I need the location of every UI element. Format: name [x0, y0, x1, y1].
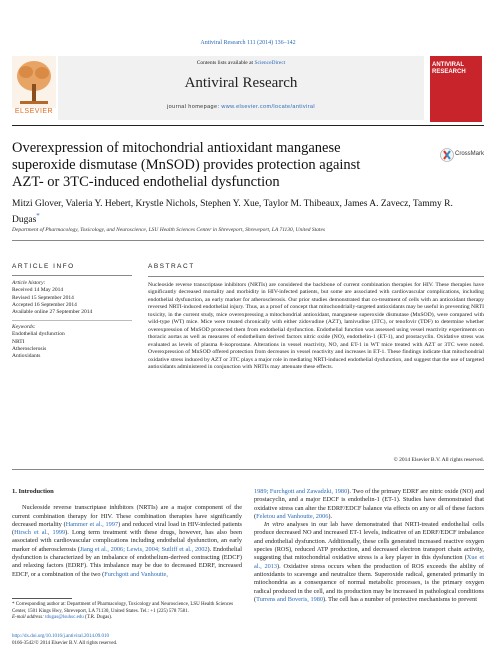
- abstract: [148, 263, 484, 372]
- keyword: Atherosclerosis: [12, 345, 47, 352]
- citation-link[interactable]: Feletou and Vanhoutte, 2006: [256, 512, 329, 520]
- crossmark-badge[interactable]: [440, 148, 485, 162]
- article-info-heading: ARTICLE INFO: [12, 263, 75, 270]
- body-left-column: [12, 488, 242, 579]
- citation-link[interactable]: Furchgott and Vanhoutte,: [104, 570, 168, 578]
- email-suffix: (T.R. Dugas).: [83, 615, 113, 620]
- footnote-text: * Corresponding author at: Department of Pharmacology, Toxicology and Neuroscience, LSU Health Sciences Center, 1501 Kings Hwy, Shreveport, LA 71130, United States. Tel.: +1 (225) 578 7581.: [12, 602, 234, 614]
- keyword: NRTI: [12, 338, 25, 345]
- homepage-link[interactable]: www.elsevier.com/locate/antiviral: [221, 104, 315, 110]
- publisher-logo-text: ELSEVIER: [14, 108, 54, 115]
- affiliation: Department of Pharmacology, Toxicology, and Neuroscience, LSU Health Sciences Center in Shreveport, Shreveport, LA 71130, United States: [12, 227, 326, 233]
- journal-cover-title: ANTIVIRAL RESEARCH: [432, 62, 466, 75]
- introduction-heading: 1. Introduction: [12, 488, 54, 495]
- email-link[interactable]: tdugas@lsuhsc.edu: [45, 615, 84, 620]
- article-info-rule: [12, 275, 132, 276]
- affiliation-rule: [12, 240, 484, 241]
- text-run: ).: [328, 512, 333, 520]
- citation-link[interactable]: Jiang et al., 2006; Lewis, 2004; Sutliff et al., 2002: [79, 545, 208, 553]
- journal-citation[interactable]: Antiviral Research 111 (2014) 136–142: [200, 40, 296, 46]
- article-title: Overexpression of mitochondrial antioxidant manganese superoxide dismutase (MnSOD) provides protection against AZT- or 3TC-induced endothelial dysfunction: [12, 140, 361, 190]
- intro-paragraph-1-cont: [254, 488, 484, 521]
- citation-link[interactable]: Xue et al., 2013: [254, 554, 484, 570]
- history-label: Article history:: [12, 280, 46, 287]
- intro-paragraph-1: [12, 504, 242, 579]
- footnote-rule: [12, 598, 72, 599]
- author-list: [12, 198, 482, 226]
- citation-link[interactable]: Turrens and Boveris, 1980: [256, 595, 324, 603]
- page-footer: [12, 634, 242, 647]
- footnote-email-line: [12, 615, 242, 622]
- issn-line: 0166-3542/© 2014 Elsevier B.V. All rights reserved.: [12, 640, 118, 646]
- crossmark-icon: [440, 148, 454, 162]
- text-run: ). Long term treatment with these drugs, however, has also been associated with cardiovascular complications including endothelial dysfunction, an early marker of atherosclerosis (: [12, 529, 242, 553]
- history-online: Available online 27 September 2014: [12, 309, 93, 316]
- keywords-rule: [12, 320, 132, 321]
- keyword: Endothelial dysfunction: [12, 331, 65, 338]
- text-run: Nucleoside reverse transcriptase inhibitors (NRTIs) are a major component of the current combination therapy for HIV. These combination therapies have significantly decreased mortality (: [12, 504, 242, 528]
- journal-title: Antiviral Research: [184, 75, 298, 91]
- emphasis: In vitro: [264, 521, 284, 529]
- abstract-end-rule: [12, 469, 484, 470]
- contents-line: [58, 60, 424, 66]
- citation-link[interactable]: 1989; Furchgott and Zawadzki, 1980: [254, 488, 348, 495]
- homepage-prefix: journal homepage:: [167, 104, 222, 110]
- abstract-copyright: © 2014 Elsevier B.V. All rights reserved.: [393, 457, 484, 463]
- authors-text: Mitzi Glover, Valeria Y. Hebert, Krystle Nichols, Stephen Y. Xue, Taylor M. Thibeaux, James A. Zavecz, Tammy R. Dugas: [12, 199, 453, 226]
- history-accepted: Accepted 16 September 2014: [12, 301, 77, 308]
- citation-link[interactable]: Hirsch et al., 1999: [14, 529, 66, 537]
- history-received: Received 14 May 2014: [12, 287, 64, 294]
- header-rule: [12, 125, 484, 126]
- article-info: [12, 263, 132, 360]
- body-right-column: [254, 488, 484, 604]
- crossmark-label: CrossMark: [455, 151, 485, 157]
- text-run: ) and reduced viral load in HIV-infected patients (: [12, 520, 242, 537]
- abstract-text: Nucleoside reverse transcriptase inhibitors (NRTIs) are considered the backbone of current combination therapies for HIV. These therapies have significantly decreased mortality and morbidity in HIV-infected patients, but some are associated with cardiovascular complications, including endothelial dysfunction, an early marker for atherosclerosis. Our prior studies demonstrated that co-treatment of cells with an antioxidant therapy reversed NRTI-induced endothelial injury. Thus, as a proof of concept that mitochondrially-targeted antioxidants may be useful in preventing NRTI toxicity, in the current study, mice overexpressing a mitochondrial antioxidant, manganese superoxide dismutase (MnSOD), were compared with wild-type (WT) mice. Mice were treated chronically with either zidovudine (AZT), lamivudine (3TC), or tenofovir (TDF) to determine whether overexpression of MnSOD protected them from endothelial dysfunction. Endothelial function was assessed using vessel reactivity experiments on thoracic aortas as well as measures of endothelium derived factors nitric oxide (NO), endothelin-1 (ET-1), and prostacyclin. Oxidative stress was evaluated as levels of plasma 8-isoprostane. Alterations in vessel reactivity, NO, and ET-1 in WT mice treated with AZT or 3TC were noted. Overexpression of MnSOD offered protection from decreases in vessel reactivity and increases in ET-1. These findings indicate that mitochondrial oxidative stress induced by AZT or 3TC plays a major role in mediating NRTI-induced endothelial dysfunction, and suggest that the use of targeted antioxidants administered in conjunction with NRTIs may attenuate these effects.: [148, 281, 484, 370]
- abstract-heading: ABSTRACT: [148, 263, 195, 270]
- doi-link[interactable]: http://dx.doi.org/10.1016/j.antiviral.2014.09.010: [12, 634, 109, 639]
- corresponding-author-footnote: [12, 602, 242, 622]
- homepage-line: [58, 104, 424, 110]
- keywords-label: Keywords:: [12, 324, 36, 331]
- text-run: ). Oxidative stress occurs when the production of ROS exceeds the ability of antioxidants to scavenge and neutralize them. Superoxide radical, generated primarily in mitochondria as a consequence of normal metabolic processes, is the primary oxygen radical produced in the cell, and its production may be increased in pathological conditions (: [254, 562, 484, 603]
- text-run: ). The cell has a number of protective mechanisms to prevent: [323, 595, 477, 603]
- intro-paragraph-2: [254, 521, 484, 604]
- corresponding-author-mark[interactable]: *: [36, 212, 40, 220]
- text-run: analyses in our lab have demonstrated that NRTI-treated endothelial cells produce decreased NO and increased ET-1 levels, indicative of an EDRF/EDCF imbalance and endothelial dysfunction. Additionally, these cells generated increased reactive oxygen species (ROS), reduced ATP production, and decreased electron transport chain activity, suggesting that mitochondrial oxidative stress is a key player in this dysfunction (: [254, 521, 484, 562]
- text-run: ). Endothelial dysfunction is characterized by an imbalance of endothelium-derived contracting (EDCF) and relaxing factors (EDRF). This imbalance may be due to decreased EDRF, increased EDCF, or a combination of the two (: [12, 545, 242, 578]
- abstract-rule: [148, 276, 484, 277]
- sciencedirect-link[interactable]: ScienceDirect: [254, 60, 286, 66]
- contents-prefix: Contents lists available at: [196, 60, 255, 66]
- keyword: Antioxidants: [12, 353, 41, 360]
- text-run: ). Two of the primary EDRF are nitric oxide (NO) and prostacyclin, and a major EDCF is endothelin-1 (ET-1). Studies have demonstrated that oxidative stress can alter the EDRF/EDCF balance via effects on any or all of these factors (: [254, 488, 484, 520]
- history-revised: Revised 15 September 2014: [12, 294, 74, 301]
- email-label: E-mail address:: [12, 615, 46, 620]
- citation-link[interactable]: Hammer et al., 1997: [65, 520, 119, 528]
